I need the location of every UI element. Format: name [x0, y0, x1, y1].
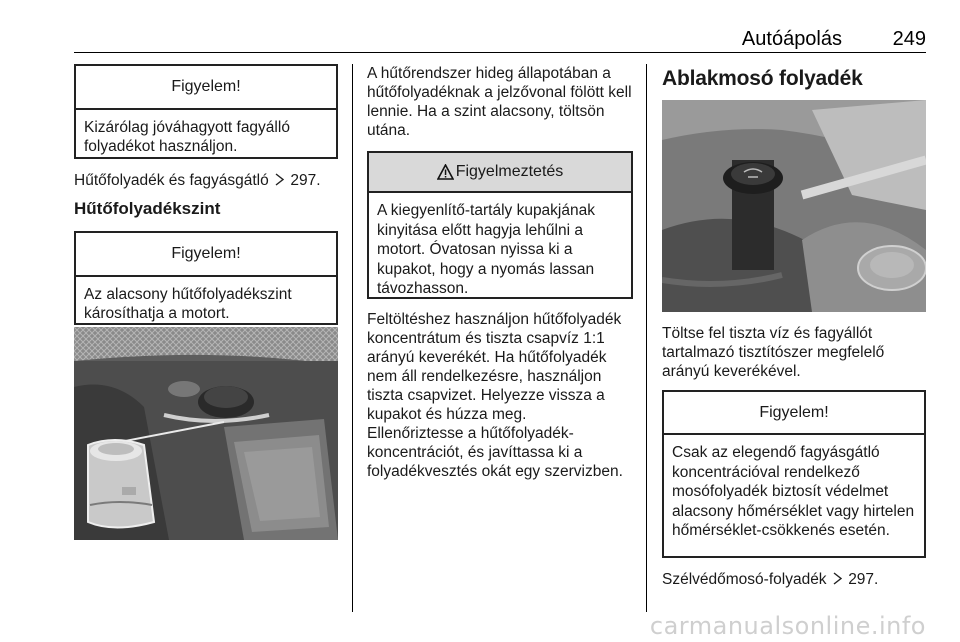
notice-box — [662, 390, 926, 558]
warning-body: A kiegyenlítő-tartály kupakjának kinyitása előtt hagyja lehűlni a motort. Óvatosan nyissa ki a kupakot, hogy a nyomás lassan távozhasson. — [377, 202, 595, 298]
column-left — [74, 64, 338, 325]
page-header — [74, 24, 926, 52]
notice-title: Figyelem! — [76, 66, 336, 110]
cross-reference-text: Szélvédőmosó-folyadék — [662, 571, 827, 588]
section-title: Autóápolás — [741, 28, 842, 50]
page-reference-arrow-icon — [275, 173, 284, 186]
warning-triangle-icon — [437, 164, 454, 180]
cross-reference-page: 297. — [290, 172, 321, 189]
check-instructions: Ellenőriztesse a hűtőfolyadék-koncentrációt, és javíttassa ki a folyadékvesztés okát egy szervizben. — [367, 425, 623, 480]
page-reference-arrow-icon — [833, 572, 842, 585]
notice-title: Figyelem! — [76, 233, 336, 277]
washer-fill-instructions: Töltse fel tiszta víz és fagyállót tartalmazó tisztítószer megfelelő arányú keverékével. — [662, 325, 885, 380]
coolant-tank-illustration — [74, 327, 338, 540]
fill-instructions: Feltöltéshez használjon hűtőfolyadék koncentrátum és tiszta csapvíz 1:1 arányú keverékét. Ha hűtőfolyadék nem áll rendelkezésre, használjon tiszta csapvizet. Helyezze vissza a kupakot és húzza meg. — [367, 311, 622, 423]
header-rule — [74, 52, 926, 53]
subheading: Hűtőfolyadékszint — [74, 199, 221, 218]
intro-paragraph: A hűtőrendszer hideg állapotában a hűtőfolyadéknak a jelzővonal fölött kell lennie. Ha a szint alacsony, töltsön utána. — [367, 65, 632, 139]
column-middle — [367, 64, 633, 481]
notice-body: Kizárólag jóváhagyott fagyálló folyadékot használjon. — [84, 119, 290, 155]
watermark: carmanualsonline.info — [649, 612, 926, 640]
notice-title: Figyelem! — [664, 392, 924, 435]
warning-box — [367, 151, 633, 299]
section-heading: Ablakmosó folyadék — [662, 67, 863, 90]
washer-reservoir-photo — [662, 100, 926, 312]
coolant-tank-photo — [74, 327, 338, 540]
column-divider — [646, 64, 647, 612]
cross-reference — [74, 171, 338, 190]
notice-body: Az alacsony hűtőfolyadékszint károsíthatja a motort. — [84, 286, 292, 322]
column-right-lower — [662, 324, 926, 589]
cross-reference — [662, 570, 926, 589]
column-divider — [352, 64, 353, 612]
page-number: 249 — [892, 28, 926, 50]
cross-reference-text: Hűtőfolyadék és fagyásgátló — [74, 172, 269, 189]
warning-title — [369, 153, 631, 193]
column-right — [662, 64, 926, 91]
notice-box — [74, 231, 338, 325]
washer-reservoir-illustration — [662, 100, 926, 312]
cross-reference-page: 297. — [848, 571, 879, 588]
warning-title-text: Figyelmeztetés — [455, 163, 564, 180]
notice-box — [74, 64, 338, 159]
notice-body: Csak az elegendő fagyásgátló koncentrációval rendelkező mosófolyadék biztosít védelmet alacsony hőmérséklet vagy hirtelen hőmérséklet-csökkenés esetén. — [672, 444, 915, 540]
